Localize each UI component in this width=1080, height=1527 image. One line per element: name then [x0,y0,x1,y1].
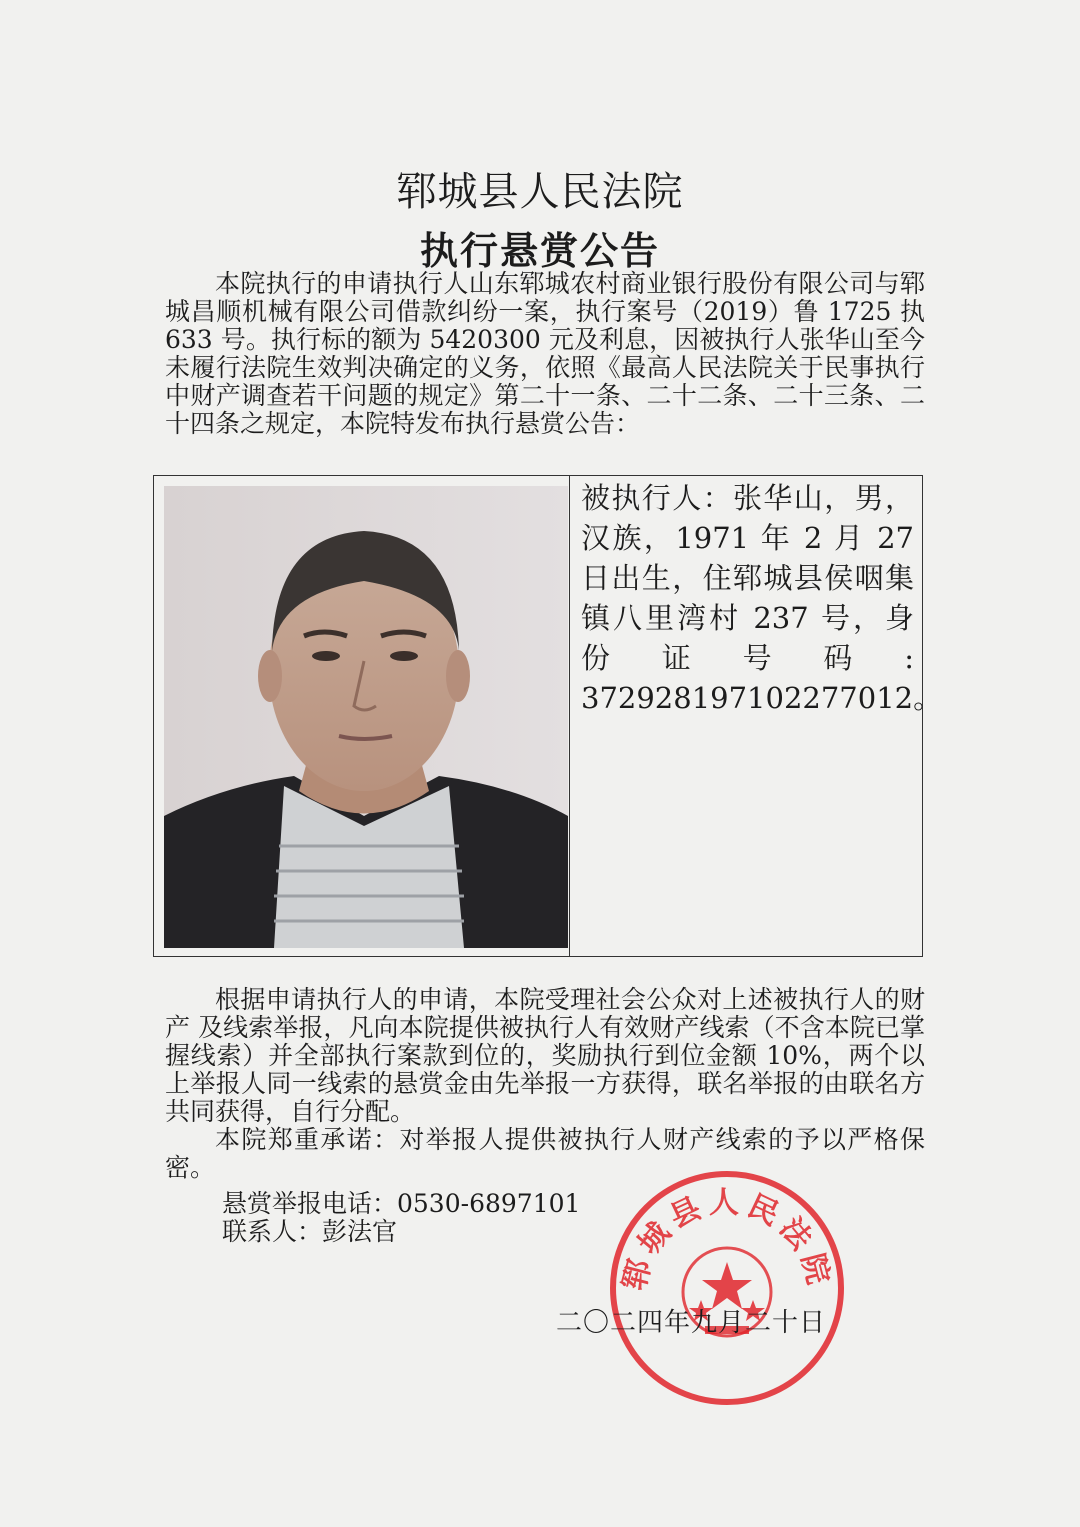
contact-person: 联系人：彭法官 [222,1217,398,1246]
contact-phone: 悬赏举报电话：0530-6897101 [222,1189,581,1218]
seal-text: 郓城县人民法院 [616,1185,838,1294]
person-photo [164,486,568,948]
court-seal [609,1170,845,1406]
reward-text: 根据申请执行人的申请，本院受理社会公众对上述被执行人的财产 及线索举报，凡向本院提供被执行人有效财产线索（不含本院已掌握线索）并全部执行案款到位的，奖励执行到位金额 10%，两个以上举报人同一线索的悬赏金由先举报一方获得，联名举报的由联名方共同获得，自行分配。 [165,985,925,1126]
person-info-table [153,475,943,957]
reward-paragraph [165,986,925,1182]
promise-text: 本院郑重承诺：对举报人提供被执行人财产线索的予以严格保密。 [165,1125,925,1182]
intro-text: 本院执行的申请执行人山东郓城农村商业银行股份有限公司与郓城昌顺机械有限公司借款纠纷一案，执行案号（2019）鲁 1725 执 633 号。执行标的额为 5420300 元及利息，因被执行人张华山至今未履行法院生效判决确定的义务，依照《最高人民法院关于民事执行中财产调查若干问题的规定》第二十一条、二十二条、二十三条、二十四条之规定，本院特发布执行悬赏公告： [165,269,925,438]
person-description: 被执行人：张华山，男，汉族，1971 年 2 月 27 日出生，住郓城县侯咽集镇八里湾村 237 号，身份证号码: 372928197102277012。 [581,481,943,715]
court-name: 郓城县人民法院 [396,169,684,215]
document-title: 执行悬赏公告 [419,229,660,273]
intro-paragraph [165,270,925,438]
photo-cell [154,476,570,956]
issue-date: 二〇二四年九月二十日 [556,1308,827,1338]
